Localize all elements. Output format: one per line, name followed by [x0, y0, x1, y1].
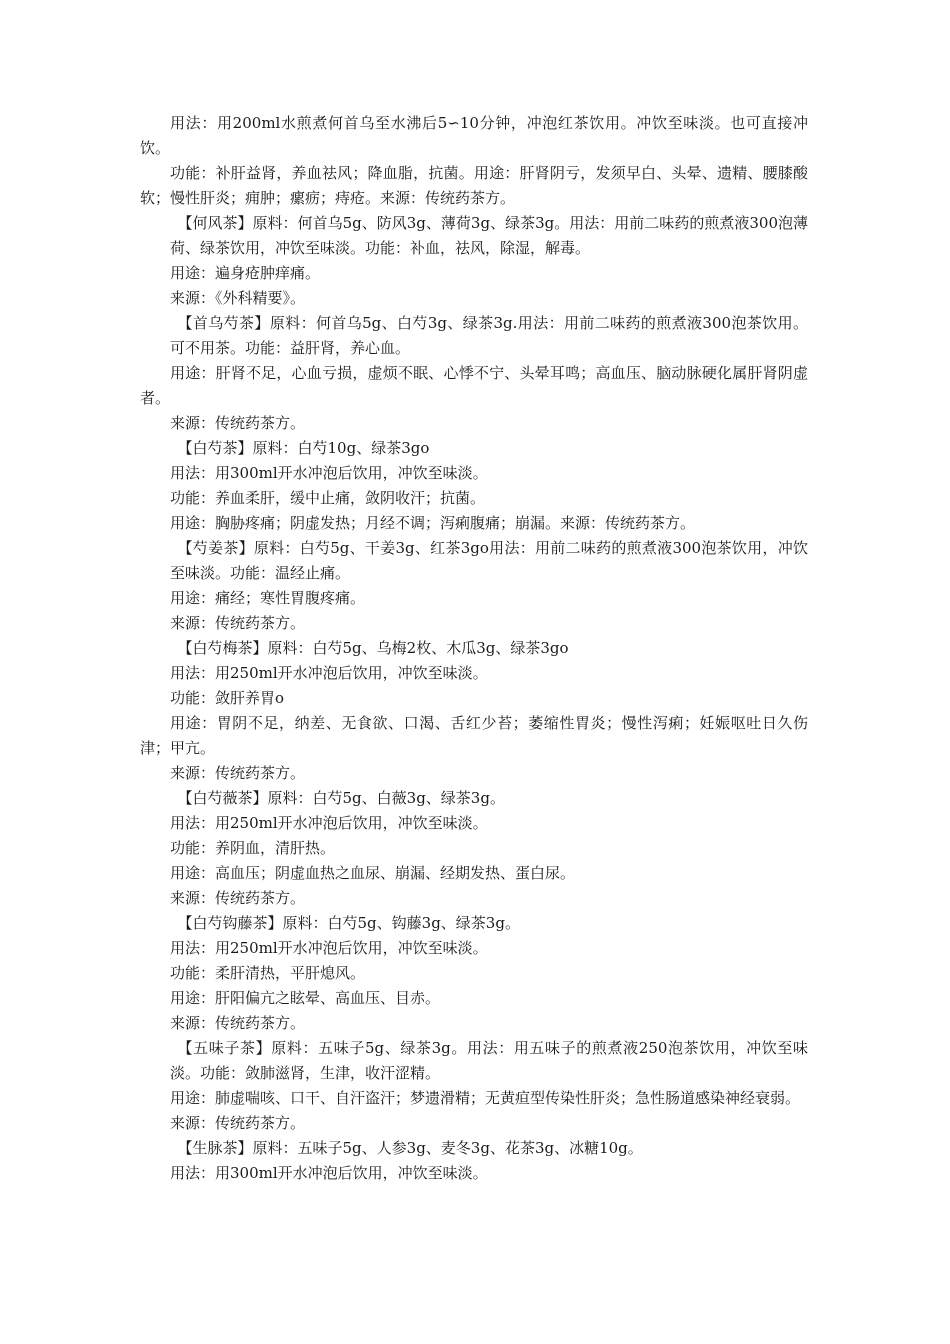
body-paragraph: 用途：高血压；阴虚血热之血尿、崩漏、经期发热、蛋白尿。 — [170, 864, 576, 882]
body-paragraph: 用法：用300ml开水冲泡后饮用，冲饮至味淡。 — [170, 464, 488, 482]
body-paragraph: 用途：痛经；寒性胃腹疼痛。 — [170, 589, 366, 607]
body-paragraph: 用法：用250ml开水冲泡后饮用，冲饮至味淡。 — [170, 664, 488, 682]
recipe-heading-paragraph: 【芍姜茶】原料：白芍5g、干姜3g、红茶3go用法：用前二味药的煎煮液300泡茶饮用，冲饮至味淡。功能：温经止痛。 — [170, 539, 808, 582]
body-paragraph: 用法：用250ml开水冲泡后饮用，冲饮至味淡。 — [170, 814, 488, 832]
body-paragraph: 用途：肝阳偏亢之眩晕、高血压、目赤。 — [170, 989, 441, 1007]
body-paragraph: 来源：传统药茶方。 — [170, 614, 306, 632]
recipe-heading-paragraph: 【首乌芍茶】原料：何首乌5g、白芍3g、绿茶3g.用法：用前二味药的煎煮液300泡茶饮用。可不用茶。功能：益肝肾，养心血。 — [170, 314, 808, 357]
body-paragraph: 用法：用250ml开水冲泡后饮用，冲饮至味淡。 — [170, 939, 488, 957]
recipe-heading-paragraph: 【白芍钩藤茶】原料：白芍5g、钩藤3g、绿茶3g。 — [177, 914, 520, 932]
body-paragraph: 功能：补肝益肾，养血祛风；降血脂，抗菌。用途：肝肾阴亏，发须早白、头晕、遗精、腰膝酸软；慢性肝炎；痈肿；瘰疬；痔疮。来源：传统药茶方。 — [140, 164, 808, 207]
body-paragraph: 来源：《外科精要》。 — [170, 289, 306, 307]
body-paragraph: 来源：传统药茶方。 — [170, 889, 306, 907]
recipe-heading-paragraph: 【生脉茶】原料：五味子5g、人参3g、麦冬3g、花茶3g、冰糖10g。 — [177, 1139, 643, 1157]
body-paragraph: 来源：传统药茶方。 — [170, 1114, 306, 1132]
recipe-heading-paragraph: 【白芍薇茶】原料：白芍5g、白薇3g、绿茶3g。 — [177, 789, 505, 807]
body-paragraph: 功能：柔肝清热，平肝熄风。 — [170, 964, 366, 982]
body-paragraph: 功能：敛肝养胃o — [170, 689, 285, 707]
body-paragraph: 功能：养血柔肝，缓中止痛，敛阴收汗；抗菌。 — [170, 489, 486, 507]
body-paragraph: 用途：遍身疮肿痒痛。 — [170, 264, 321, 282]
body-paragraph: 用途：胃阴不足，纳差、无食欲、口渴、舌红少苔；萎缩性胃炎；慢性泻痢；妊娠呕吐日久伤津；甲亢。 — [140, 714, 808, 757]
body-paragraph: 功能：养阴血，清肝热。 — [170, 839, 336, 857]
body-paragraph: 用法：用300ml开水冲泡后饮用，冲饮至味淡。 — [170, 1164, 488, 1182]
body-paragraph: 用途：胸胁疼痛；阴虚发热；月经不调；泻痢腹痛；崩漏。来源：传统药茶方。 — [170, 514, 696, 532]
recipe-heading-paragraph: 【白芍茶】原料：白芍10g、绿茶3go — [177, 439, 430, 457]
body-paragraph: 来源：传统药茶方。 — [170, 1014, 306, 1032]
body-paragraph: 来源：传统药茶方。 — [170, 414, 306, 432]
body-paragraph: 用途：肝肾不足，心血亏损，虚烦不眠、心悸不宁、头晕耳鸣；高血压、脑动脉硬化属肝肾阴虚者。 — [140, 364, 808, 407]
recipe-heading-paragraph: 【何风茶】原料：何首乌5g、防风3g、薄荷3g、绿茶3g。用法：用前二味药的煎煮液300泡薄荷、绿茶饮用，冲饮至味淡。功能：补血，祛风，除湿，解毒。 — [170, 214, 808, 257]
recipe-heading-paragraph: 【白芍梅茶】原料：白芍5g、乌梅2枚、木瓜3g、绿茶3go — [177, 639, 569, 657]
body-paragraph: 用途：肺虚喘咳、口干、自汗盗汗；梦遗滑精；无黄疸型传染性肝炎；急性肠道感染神经衰弱。 — [170, 1089, 801, 1107]
recipe-heading-paragraph: 【五味子茶】原料：五味子5g、绿茶3g。用法：用五味子的煎煮液250泡茶饮用，冲饮至味淡。功能：敛肺滋肾，生津，收汗涩精。 — [170, 1039, 808, 1082]
body-paragraph: 来源：传统药茶方。 — [170, 764, 306, 782]
body-paragraph: 用法：用200ml水煎煮何首乌至水沸后5∽10分钟，冲泡红茶饮用。冲饮至味淡。也可直接冲饮。 — [140, 114, 808, 157]
document-body — [140, 111, 808, 1186]
